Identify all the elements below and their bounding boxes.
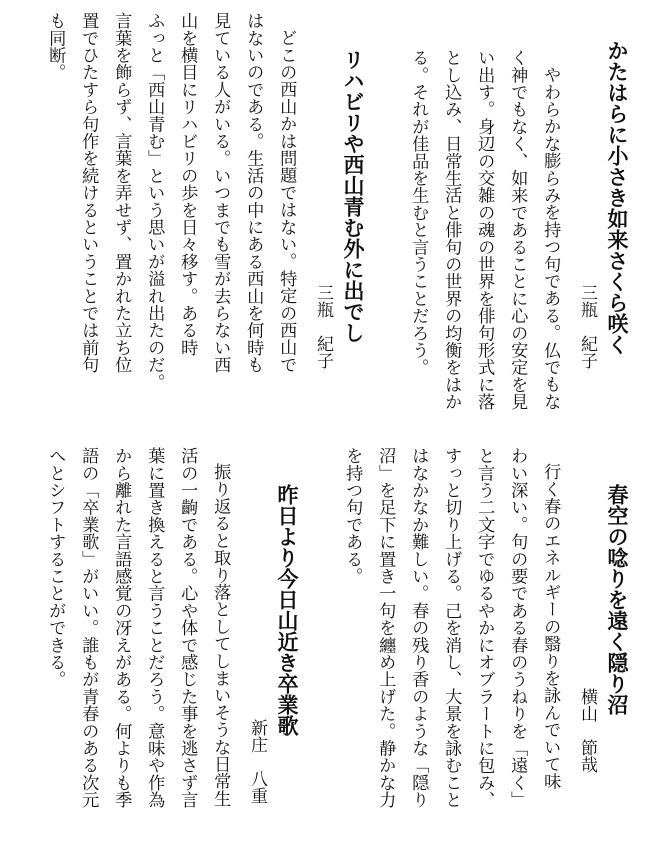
article-2-line: ふっと「西山青む」という思いが溢れ出たのだ。 xyxy=(144,12,165,391)
article-4-author: 新庄 八重 xyxy=(247,719,267,804)
article-3-line: はなかなか難しい。春の残り香のような「隠り xyxy=(408,447,429,809)
article-2-line: 見ている人がいる。いつまでも雪が去らない西 xyxy=(210,12,231,374)
article-1-line: い出す。身辺の交雑の魂の世界を俳句形式に落 xyxy=(474,49,495,411)
article-2-title: リハビリや西山青む外に出でし xyxy=(341,49,366,343)
article-1-line: とし込み、日常生活と俳句の世界の均衡をはか xyxy=(441,49,462,411)
article-1-line: やわらかな膨らみを持つ句である。仏でもな xyxy=(540,66,561,410)
article-2-line: どこの西山かは問題ではない。特定の西山で xyxy=(276,29,297,373)
article-1-line: く神でもなく、如来であることに心の安定を見 xyxy=(507,49,528,411)
article-4-line: 活の一齣である。心や体で感じた事を逃さず言 xyxy=(177,447,198,809)
article-2-author: 三瓶 紀子 xyxy=(313,284,333,369)
article-4-line: から離れた言語感覚の冴えがある。何よりも季 xyxy=(111,447,132,809)
article-2-line: 山を横目にリハビリの歩を日々移す。ある時 xyxy=(177,12,198,356)
article-3-line: すっと切り上げる。己を消し、大景を詠むこと xyxy=(441,447,462,809)
article-2-line: 言葉を飾らず、言葉を弄せず、置かれた立ち位 xyxy=(111,12,132,374)
article-3-line: と言う二文字でゆるやかにオブラートに包み、 xyxy=(474,447,495,809)
article-2-line: はないのである。生活の中にある西山を何時も xyxy=(243,12,264,374)
article-1-title: かたはらに小さき如来さくら咲く xyxy=(605,40,630,355)
article-2-line: も同断。 xyxy=(45,12,66,81)
article-4-line: 振り返ると取り落としてしまいそうな日常生 xyxy=(210,463,231,807)
article-3-line: を持つ句である。 xyxy=(342,447,363,585)
article-4-title: 昨日より今日山近き卒業歌 xyxy=(275,484,300,736)
article-4-line: 語の「卒業歌」がいい。誰もが青春のある次元 xyxy=(78,447,99,809)
article-3-line: 沼」を足下に置き一句を纏め上げた。静かな力 xyxy=(375,447,396,809)
article-3-line: 行く春のエネルギーの翳りを詠んでいて味 xyxy=(540,463,561,790)
article-3-line: わい深い。句の要である春のうねりを「遠く」 xyxy=(507,447,528,809)
article-4-line: 葉に置き換えると言うことだろう。意味や作為 xyxy=(144,447,165,809)
article-3-title: 春空の唸りを遠く隠り沼 xyxy=(605,484,630,715)
article-1-author: 三瓶 紀子 xyxy=(577,284,597,369)
article-1-line: る。それが佳品を生むと言うことだろう。 xyxy=(408,49,429,376)
article-2-line: 置でひたすら句作を続けるということでは前句 xyxy=(78,12,99,374)
article-4-line: へとシフトすることができる。 xyxy=(45,447,66,688)
article-3-author: 横山 節哉 xyxy=(577,688,597,773)
